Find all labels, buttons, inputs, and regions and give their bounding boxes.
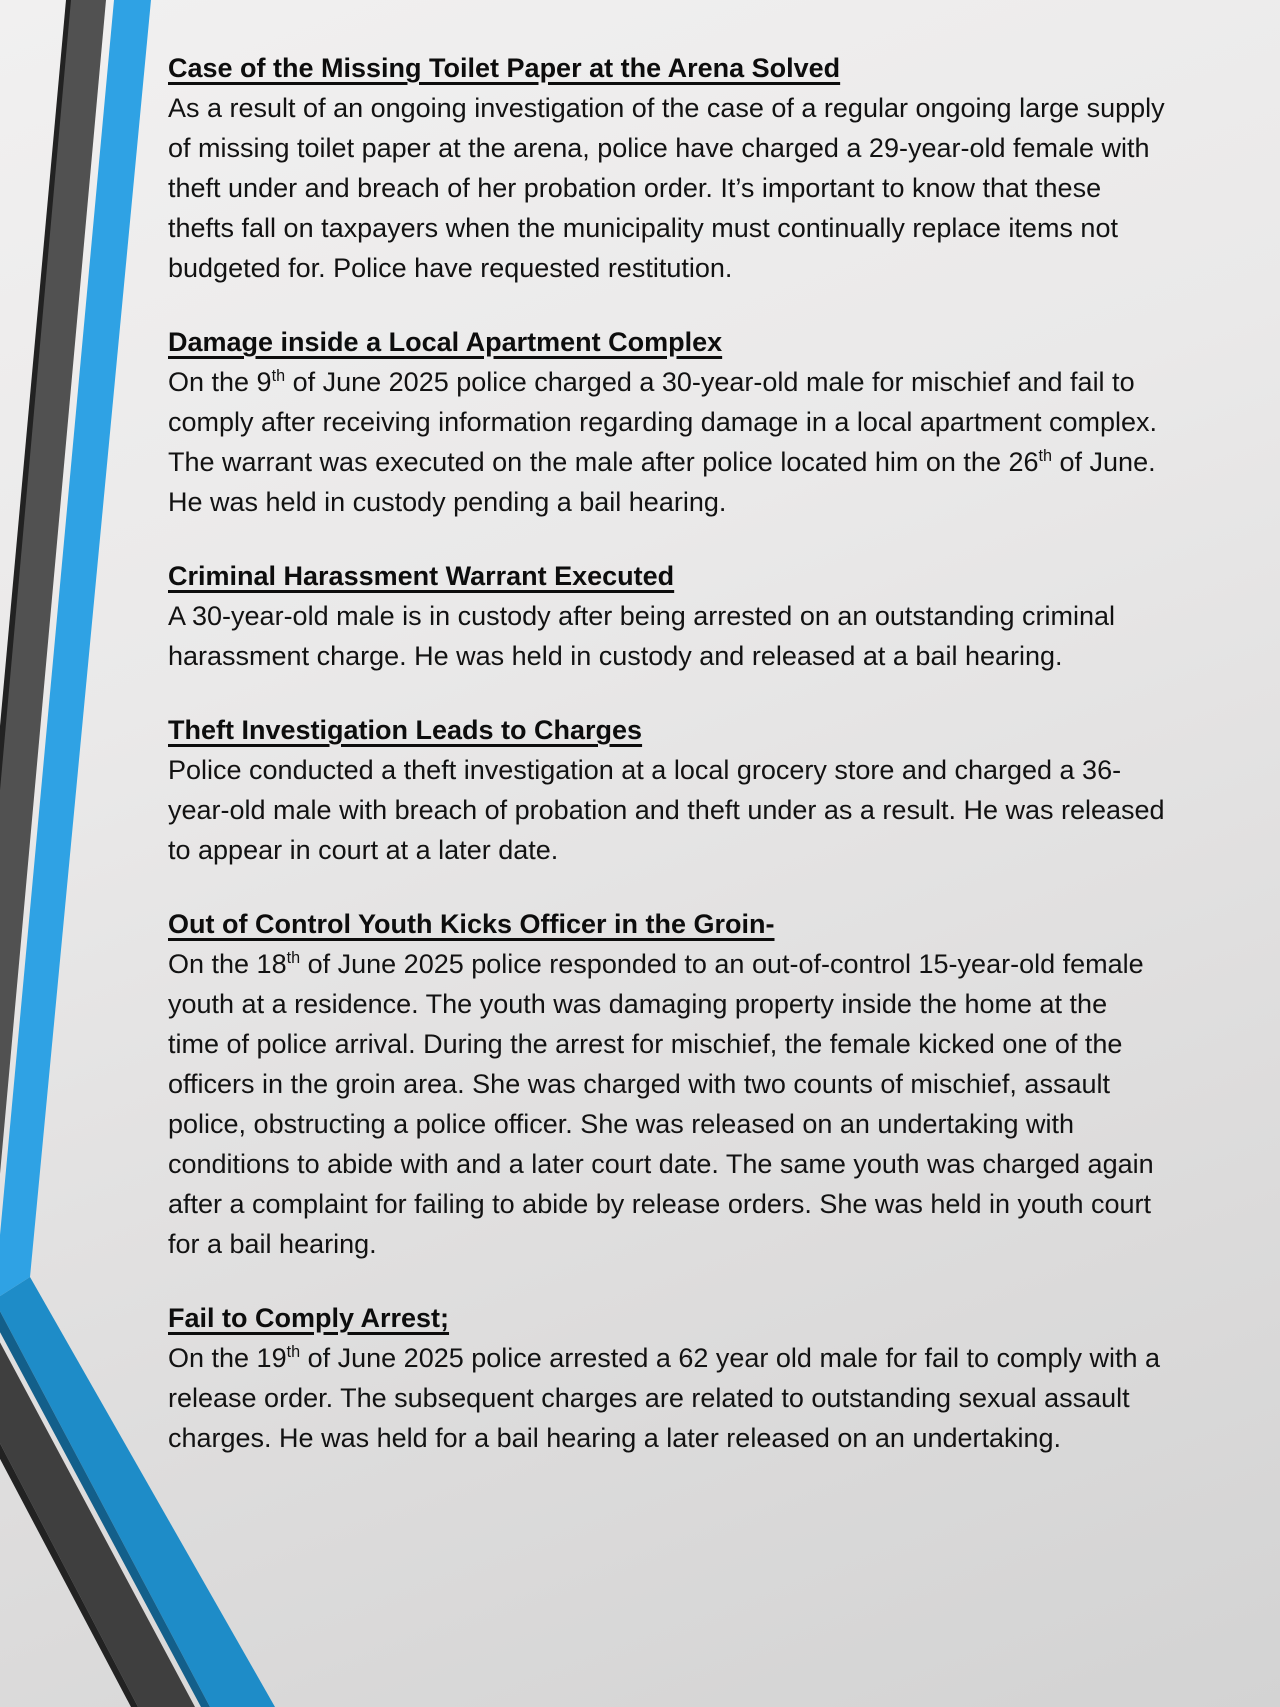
report-line — [168, 1224, 1228, 1264]
report-line — [168, 636, 1228, 676]
report-line — [168, 128, 1228, 168]
report-line — [168, 1104, 1228, 1144]
report-text: As a result of an ongoing investigation of the case of a regular ongoing large supply — [168, 93, 1165, 123]
report-line — [168, 1378, 1228, 1418]
report-heading: Criminal Harassment Warrant Executed — [168, 561, 675, 591]
report-text: On the 19 — [168, 1343, 287, 1373]
report-line — [168, 984, 1228, 1024]
report-line — [168, 362, 1228, 402]
report-line — [168, 944, 1228, 984]
report-text: of missing toilet paper at the arena, police have charged a 29-year-old female with — [168, 133, 1150, 163]
report-text: officers in the groin area. She was charged with two counts of mischief, assault — [168, 1069, 1110, 1099]
report-section — [168, 710, 1228, 870]
report-line — [168, 1338, 1228, 1378]
report-heading: Theft Investigation Leads to Charges — [168, 715, 643, 745]
report-line — [168, 88, 1228, 128]
report-section — [168, 48, 1228, 288]
report-text: comply after receiving information regarding damage in a local apartment complex. — [168, 407, 1157, 437]
report-line — [168, 1418, 1228, 1458]
slide-content — [168, 48, 1228, 1492]
ordinal-suffix: th — [271, 367, 286, 385]
report-text: youth at a residence. The youth was damaging property inside the home at the — [168, 989, 1108, 1019]
report-heading: Case of the Missing Toilet Paper at the Arena Solved — [168, 53, 841, 83]
report-section — [168, 1298, 1228, 1458]
report-line — [168, 208, 1228, 248]
report-text: conditions to abide with and a later court date. The same youth was charged again — [168, 1149, 1154, 1179]
report-paragraph — [168, 750, 1228, 870]
report-text: He was held in custody pending a bail hearing. — [168, 487, 727, 517]
report-text: to appear in court at a later date. — [168, 835, 559, 865]
ordinal-suffix: th — [286, 949, 301, 967]
report-line — [168, 596, 1228, 636]
report-text: On the 18 — [168, 949, 287, 979]
report-line — [168, 1024, 1228, 1064]
report-text: of June. — [1052, 447, 1156, 477]
report-text: A 30-year-old male is in custody after being arrested on an outstanding criminal — [168, 601, 1116, 631]
report-text: budgeted for. Police have requested restitution. — [168, 253, 733, 283]
report-line — [168, 1144, 1228, 1184]
report-text: of June 2025 police responded to an out-of-control 15-year-old female — [300, 949, 1144, 979]
report-text: On the 9 — [168, 367, 272, 397]
report-line — [168, 1184, 1228, 1224]
report-paragraph — [168, 596, 1228, 676]
report-text: time of police arrival. During the arrest for mischief, the female kicked one of the — [168, 1029, 1123, 1059]
report-paragraph — [168, 88, 1228, 288]
report-line — [168, 830, 1228, 870]
report-line — [168, 1064, 1228, 1104]
report-section — [168, 322, 1228, 522]
report-text: release order. The subsequent charges are related to outstanding sexual assault — [168, 1383, 1130, 1413]
ordinal-suffix: th — [286, 1343, 301, 1361]
report-heading: Damage inside a Local Apartment Complex — [168, 327, 723, 357]
report-line — [168, 248, 1228, 288]
report-section — [168, 904, 1228, 1264]
ordinal-suffix: th — [1038, 447, 1053, 465]
report-line — [168, 442, 1228, 482]
report-text: police, obstructing a police officer. She was released on an undertaking with — [168, 1109, 1075, 1139]
report-paragraph — [168, 362, 1228, 522]
report-text: harassment charge. He was held in custody and released at a bail hearing. — [168, 641, 1063, 671]
report-text: thefts fall on taxpayers when the municipality must continually replace items not — [168, 213, 1118, 243]
report-text: theft under and breach of her probation order. It’s important to know that these — [168, 173, 1102, 203]
report-line — [168, 168, 1228, 208]
report-text: of June 2025 police charged a 30-year-old male for mischief and fail to — [285, 367, 1135, 397]
report-line — [168, 790, 1228, 830]
report-heading: Fail to Comply Arrest; — [168, 1303, 450, 1333]
report-paragraph — [168, 944, 1228, 1264]
report-text: charges. He was held for a bail hearing a later released on an undertaking. — [168, 1423, 1062, 1453]
report-text: year-old male with breach of probation and theft under as a result. He was released — [168, 795, 1165, 825]
report-paragraph — [168, 1338, 1228, 1458]
report-text: Police conducted a theft investigation at a local grocery store and charged a 36- — [168, 755, 1122, 785]
report-heading: Out of Control Youth Kicks Officer in the Groin- — [168, 909, 775, 939]
report-text: The warrant was executed on the male after police located him on the 26 — [168, 447, 1039, 477]
report-text: of June 2025 police arrested a 62 year old male for fail to comply with a — [300, 1343, 1161, 1373]
report-text: after a complaint for failing to abide by release orders. She was held in youth court — [168, 1189, 1152, 1219]
report-section — [168, 556, 1228, 676]
report-text: for a bail hearing. — [168, 1229, 377, 1259]
report-line — [168, 750, 1228, 790]
report-line — [168, 482, 1228, 522]
report-line — [168, 402, 1228, 442]
